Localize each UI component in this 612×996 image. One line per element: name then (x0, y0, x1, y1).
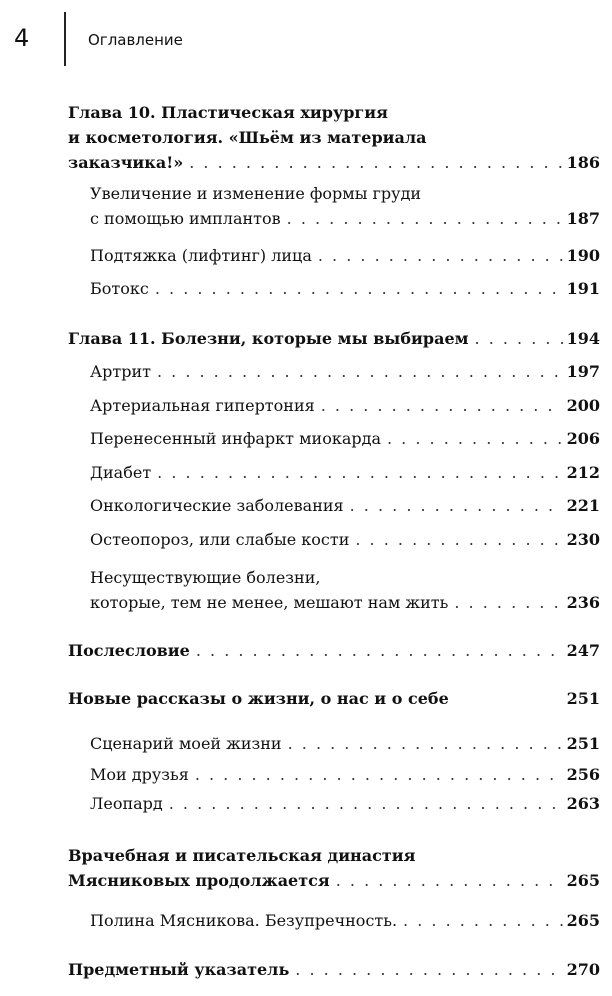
toc-entry-arthritis[interactable] (90, 359, 600, 384)
toc-entry-title-line: Перенесенный инфаркт миокарда (90, 429, 381, 448)
toc-entry-title-line: Онкологические заболевания (90, 496, 344, 515)
leader-dots (295, 957, 562, 982)
toc-entry-title-line: Мои друзья (90, 765, 189, 784)
toc-page-number: 270 (566, 960, 600, 979)
leader-dots (189, 150, 562, 175)
toc-entry-title-line: Мясниковых продолжается (68, 871, 330, 890)
toc-page-number: 186 (566, 153, 600, 172)
toc-entry-title-line: Ботокс (90, 279, 149, 298)
toc-page-number: 221 (566, 496, 600, 515)
leader-dots (355, 527, 562, 552)
leader-dots (288, 731, 563, 756)
leader-dots (387, 426, 563, 451)
toc-entry-title-line: Остеопороз, или слабые кости (90, 530, 350, 549)
leader-dots (454, 590, 562, 615)
leader-dots (321, 393, 563, 418)
page-number: 4 (14, 24, 30, 52)
toc-page-number: 251 (566, 734, 600, 753)
toc-page-number: 265 (566, 911, 600, 930)
leader-dots (169, 791, 563, 816)
toc-page-number: 187 (566, 209, 600, 228)
toc-entry-title-line: Увеличение и изменение формы груди (90, 184, 422, 203)
toc-entry-title-line: которые, тем не менее, мешают нам жить (90, 593, 449, 612)
toc-page-number: 197 (566, 362, 600, 381)
toc-page-number: 191 (566, 279, 600, 298)
toc-entry-hypertension[interactable] (90, 393, 600, 418)
leader-dots (157, 460, 562, 485)
leader-dots (318, 243, 563, 268)
leader-dots (475, 326, 563, 351)
leader-dots (196, 638, 563, 663)
toc-page-number: 194 (566, 329, 600, 348)
toc-entry-leopard[interactable] (90, 791, 600, 816)
toc-entry-title-line: Артрит (90, 362, 151, 381)
toc-entry-chapter-11[interactable] (68, 326, 600, 351)
toc-page-number: 247 (566, 641, 600, 660)
toc-entry-title-line: и косметология. «Шьём из материала (68, 128, 427, 147)
toc-page-number: 206 (566, 429, 600, 448)
toc-entry-life-scenario[interactable] (90, 731, 600, 756)
toc-entry-breast-implants[interactable] (90, 181, 600, 231)
toc-entry-diabetes[interactable] (90, 460, 600, 485)
toc-entry-heart-attack[interactable] (90, 426, 600, 451)
toc-page-number: 200 (566, 396, 600, 415)
toc-entry-facelift[interactable] (90, 243, 600, 268)
leader-dots (155, 276, 563, 301)
toc-entry-title-line: Врачебная и писательская династия (68, 846, 416, 865)
toc-page-number: 265 (566, 871, 600, 890)
toc-entry-title-line: Сценарий моей жизни (90, 734, 282, 753)
toc-entry-oncology[interactable] (90, 493, 600, 518)
toc-entry-title-line: Полина Мясникова. Безупречность. (90, 911, 398, 930)
toc-page-number: 263 (566, 794, 600, 813)
running-title: Оглавление (88, 31, 183, 49)
toc-entry-title-line: Диабет (90, 463, 152, 482)
toc-entry-afterword[interactable] (68, 638, 600, 663)
toc-entry-my-friends[interactable] (90, 762, 600, 787)
toc-entry-botox[interactable] (90, 276, 600, 301)
toc-entry-title-line: Несуществующие болезни, (90, 568, 321, 587)
toc-entry-osteoporosis[interactable] (90, 527, 600, 552)
toc-entry-dynasty[interactable] (68, 843, 600, 893)
leader-dots (287, 206, 563, 231)
toc-entry-title-line: Глава 10. Пластическая хирургия (68, 103, 388, 122)
toc-entry-subject-index[interactable] (68, 957, 600, 982)
leader-dots (350, 493, 563, 518)
leader-dots (157, 359, 563, 384)
toc-entry-title-line: с помощью имплантов (90, 209, 281, 228)
leader-dots (403, 908, 563, 933)
toc-entry-title-line: Предметный указатель (68, 960, 290, 979)
toc-entry-chapter-10[interactable] (68, 100, 600, 175)
toc-entry-title-line: Подтяжка (лифтинг) лица (90, 246, 312, 265)
toc-entry-title-line: Новые рассказы о жизни, о нас и о себе (68, 689, 449, 708)
toc-entry-title-line: Послесловие (68, 641, 190, 660)
leader-dots (336, 868, 563, 893)
toc-entry-title-line: Артериальная гипертония (90, 396, 315, 415)
toc-entry-title-line: Леопард (90, 794, 163, 813)
toc-page-number: 251 (566, 689, 600, 708)
leader-dots (195, 762, 563, 787)
toc-page-number: 236 (566, 593, 600, 612)
toc-entry-title-line: заказчика!» (68, 153, 184, 172)
toc-page-number: 212 (566, 463, 600, 482)
toc-entry-nonexistent-diseases[interactable] (90, 565, 600, 615)
toc-entry-title-line: Глава 11. Болезни, которые мы выбираем (68, 329, 469, 348)
toc-page-number: 256 (566, 765, 600, 784)
toc-page-number: 190 (566, 246, 600, 265)
toc-entry-new-stories[interactable] (68, 686, 600, 711)
toc-page-number: 230 (566, 530, 600, 549)
toc-entry-polina[interactable] (90, 908, 600, 933)
